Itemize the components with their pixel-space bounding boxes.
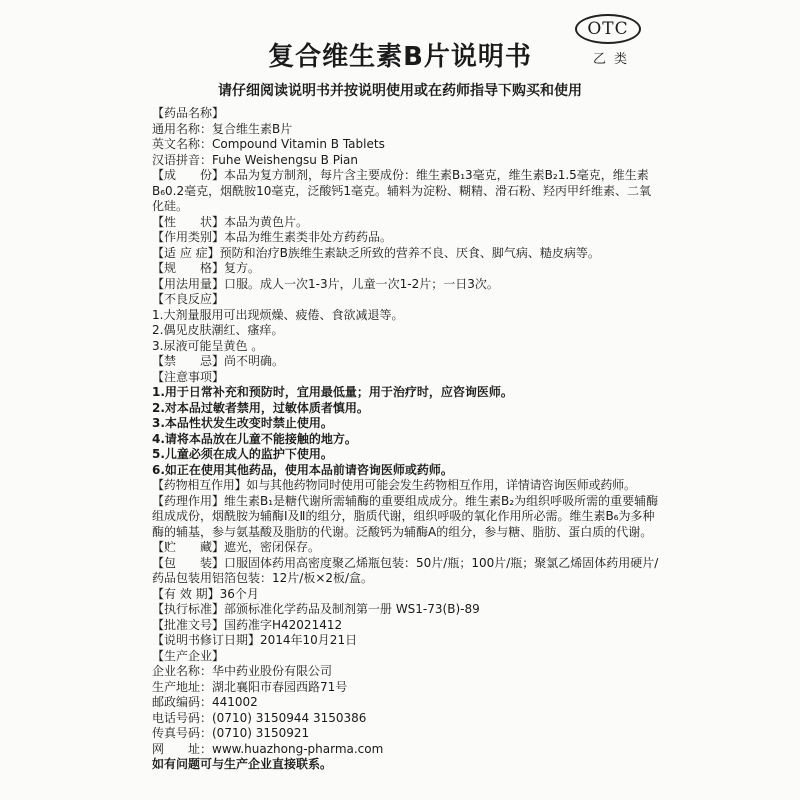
production-address: 生产地址：湖北襄阳市春园西路71号 (152, 679, 348, 694)
phone-number: 电话号码：(0710) 3150944 3150386 (152, 710, 367, 725)
appearance-section: 【性 状】本品为黄色片。 (152, 214, 309, 229)
precautions-header: 【注意事项】 (152, 369, 225, 384)
packaging-section: 【包 装】口服固体药用高密度聚乙烯瓶包装：50片/瓶；100片/瓶；聚氯乙烯固体药用硬片/药品包装用铝箔包装：12片/板×2板/盒。 (152, 555, 659, 585)
spec-section: 【规 格】复方。 (152, 261, 261, 275)
precaution-item: 3.本品性状发生改变时禁止使用。 (152, 416, 333, 430)
standard-section: 【执行标准】部颁标准化学药品及制剂第一册 WS1-73(B)-89 (152, 602, 480, 616)
company-name: 企业名称：华中药业股份有限公司 (152, 664, 333, 678)
fax-number: 传真号码：(0710) 3150921 (152, 726, 310, 740)
otc-badge: OTC (575, 14, 641, 44)
adverse-item: 1.大剂量服用可出现烦燥、疲倦、食欲减退等。 (152, 307, 404, 322)
page-title: 复合维生素B片说明书 (268, 42, 532, 72)
pinyin-name: 汉语拼音：Fuhe Weishengsu B Pian (152, 152, 358, 167)
shelf-life-section: 【有 效 期】36个月 (152, 586, 259, 601)
precaution-item: 2.对本品过敏者禁用，过敏体质者慎用。 (152, 400, 369, 415)
storage-section: 【贮 藏】遮光，密闭保存。 (152, 540, 321, 554)
website: 网 址：www.huazhong-pharma.com (152, 741, 384, 756)
drug-name-header: 【药品名称】 (152, 106, 225, 120)
revision-date-section: 【说明书修订日期】2014年10月21日 (152, 633, 358, 647)
ingredients-section: 【成 份】本品为复方制剂，每片含主要成份：维生素B₁3毫克，维生素B₂1.5毫克，维生素B₆0.2毫克，烟酰胺10毫克，泛酸钙1毫克。辅料为淀粉、糊精、滑石粉、羟丙甲纤维素、二氧化硅。 (152, 168, 652, 213)
indications-section: 【适 应 症】预防和治疗B族维生素缺乏所致的营养不良、厌食、脚气病、糙皮病等。 (152, 245, 600, 260)
page-subtitle: 请仔细阅读说明书并按说明使用或在药师指导下购买和使用 (218, 83, 582, 99)
interactions-section: 【药物相互作用】如与其他药物同时使用可能会发生药物相互作用，详情请咨询医师或药师。 (152, 478, 636, 492)
pharmacology-section: 【药理作用】维生素B₁是糖代谢所需辅酶的重要组成成分。维生素B₂为组织呼吸所需的重要辅酶组成成份，烟酰胺为辅酶Ⅰ及Ⅱ的组分，脂质代谢，组织呼吸的氧化作用所必需。维生素B₆为多种酶的辅基，参与氨基酸及脂肪的代谢。泛酸钙为辅酶A的组分，参与糖、脂肪、蛋白质的代谢。 (152, 493, 659, 539)
contact-note: 如有问题可与生产企业直接联系。 (152, 757, 333, 771)
dosage-section: 【用法用量】口服。成人一次1-3片，儿童一次1-2片；一日3次。 (152, 276, 499, 291)
approval-section: 【批准文号】国药准字H42021412 (152, 617, 343, 632)
english-name: 英文名称：Compound Vitamin B Tablets (152, 137, 385, 151)
precaution-item: 6.如正在使用其他药品，使用本品前请咨询医师或药师。 (152, 462, 453, 477)
adverse-item: 3.尿液可能呈黄色 。 (152, 338, 264, 353)
precaution-item: 5.儿童必须在成人的监护下使用。 (152, 447, 333, 461)
postcode: 邮政编码：441002 (152, 695, 258, 709)
manufacturer-header: 【生产企业】 (152, 648, 225, 663)
contraindications-section: 【禁 忌】尚不明确。 (152, 354, 285, 368)
precaution-item: 4.请将本品放在儿童不能接触的地方。 (152, 431, 357, 446)
leaflet-content (152, 106, 662, 773)
precaution-item: 1.用于日常补充和预防时，宜用最低量；用于治疗时，应咨询医师。 (152, 385, 513, 399)
category-section: 【作用类别】本品为维生素类非处方药药品。 (152, 230, 393, 244)
generic-name: 通用名称：复合维生素B片 (152, 121, 293, 136)
adverse-header: 【不良反应】 (152, 292, 225, 306)
otc-class-label: 乙类 (593, 52, 636, 67)
adverse-item: 2.偶见皮肤潮红、瘙痒。 (152, 323, 284, 337)
